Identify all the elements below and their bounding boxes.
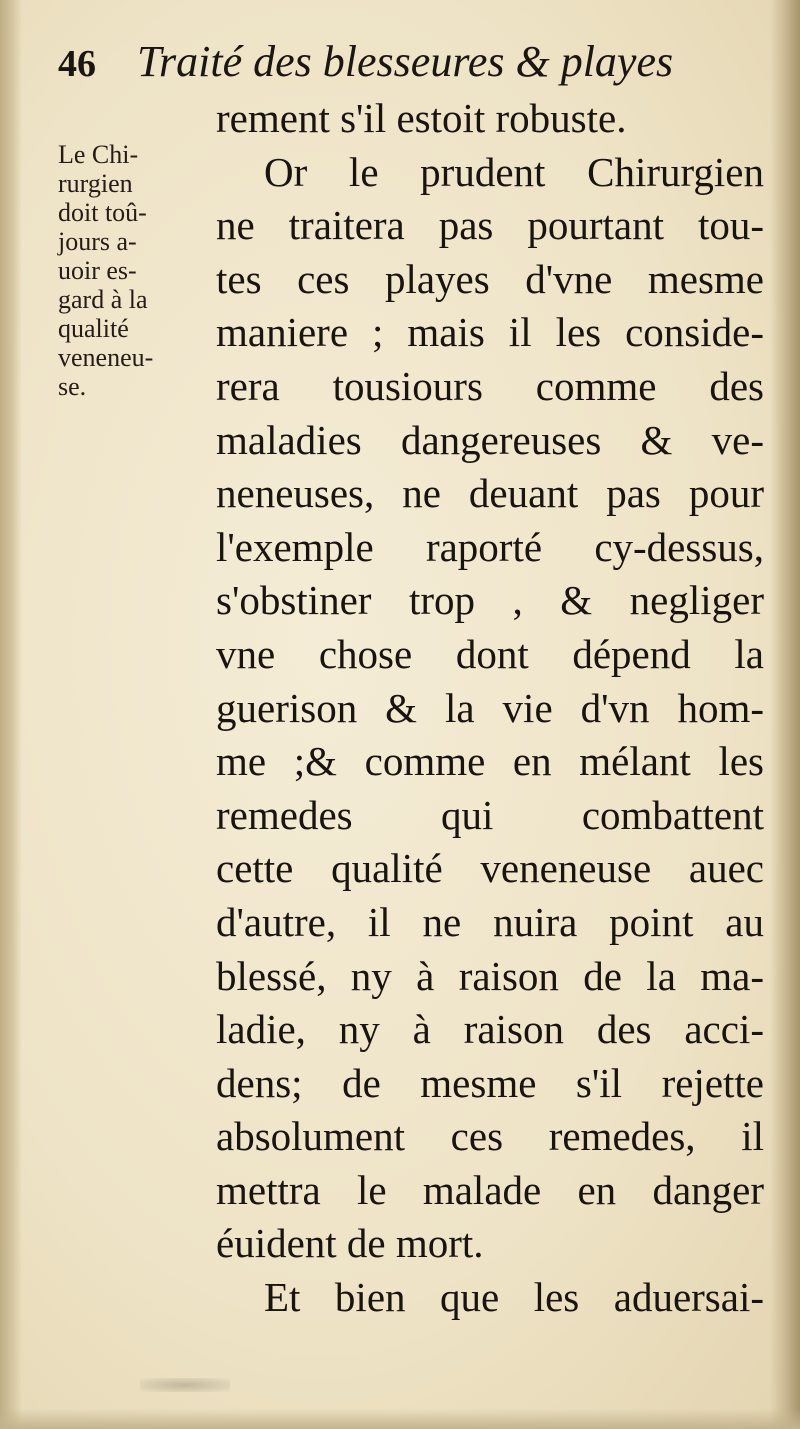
text-line: Et bien que les aduersai-: [264, 1274, 764, 1321]
text-line: rera tousiours comme des: [216, 362, 764, 409]
text-line: neneuses, ne deuant pas pour: [216, 470, 764, 517]
page-bottom-edge: [0, 1409, 800, 1429]
text-line: maladies dangereuses & ve-: [216, 416, 764, 463]
text-line: ladie, ny à raison des acci-: [216, 1006, 764, 1053]
text-line: d'autre, il ne nuira point au: [216, 898, 764, 945]
text-line: maniere ; mais il les conside-: [216, 309, 764, 356]
text-line: rement s'il estoit robuste.: [216, 95, 627, 141]
text-line: guerison & la vie d'vn hom-: [216, 684, 764, 731]
text-line: dens; de mesme s'il rejette: [216, 1059, 764, 1106]
text-line: absolument ces remedes, il: [216, 1113, 764, 1160]
text-line: s'obstiner trop , & negliger: [216, 577, 764, 624]
text-line: blessé, ny à raison de la ma-: [216, 952, 764, 999]
body-text: [216, 92, 764, 1325]
margin-note-line: veneneu-: [58, 343, 154, 372]
page-number: 46: [58, 43, 96, 85]
text-line: mettra le malade en danger: [216, 1166, 764, 1213]
margin-note-line: rurgien: [58, 169, 133, 198]
text-line: l'exemple raporté cy-dessus,: [216, 523, 764, 570]
margin-note-line: qualité: [58, 314, 129, 343]
text-line: ne traitera pas pourtant tou-: [216, 202, 764, 249]
text-line: remedes qui combattent: [216, 791, 764, 838]
page-right-edge: [770, 0, 800, 1429]
margin-note-line: Le Chi-: [58, 140, 139, 169]
text-line: me ;& comme en mélant les: [216, 738, 764, 785]
page-header: [58, 36, 758, 96]
margin-note: [58, 140, 208, 401]
margin-note-line: uoir es-: [58, 256, 137, 285]
text-line: vne chose dont dépend la: [216, 630, 764, 677]
text-line: tes ces playes d'vne mesme: [216, 255, 764, 302]
margin-note-line: jours a-: [58, 227, 137, 256]
margin-note-line: gard à la: [58, 285, 148, 314]
text-line: Or le prudent Chirurgien: [264, 148, 764, 195]
ink-smudge: [140, 1378, 230, 1392]
page-left-edge: [0, 0, 22, 1429]
margin-note-line: doit toû-: [58, 198, 147, 227]
running-title: Traité des blesseures & playes: [137, 37, 674, 86]
text-line: cette qualité veneneuse auec: [216, 845, 764, 892]
margin-note-line: se.: [58, 372, 87, 401]
text-line: éuident de mort.: [216, 1220, 484, 1267]
